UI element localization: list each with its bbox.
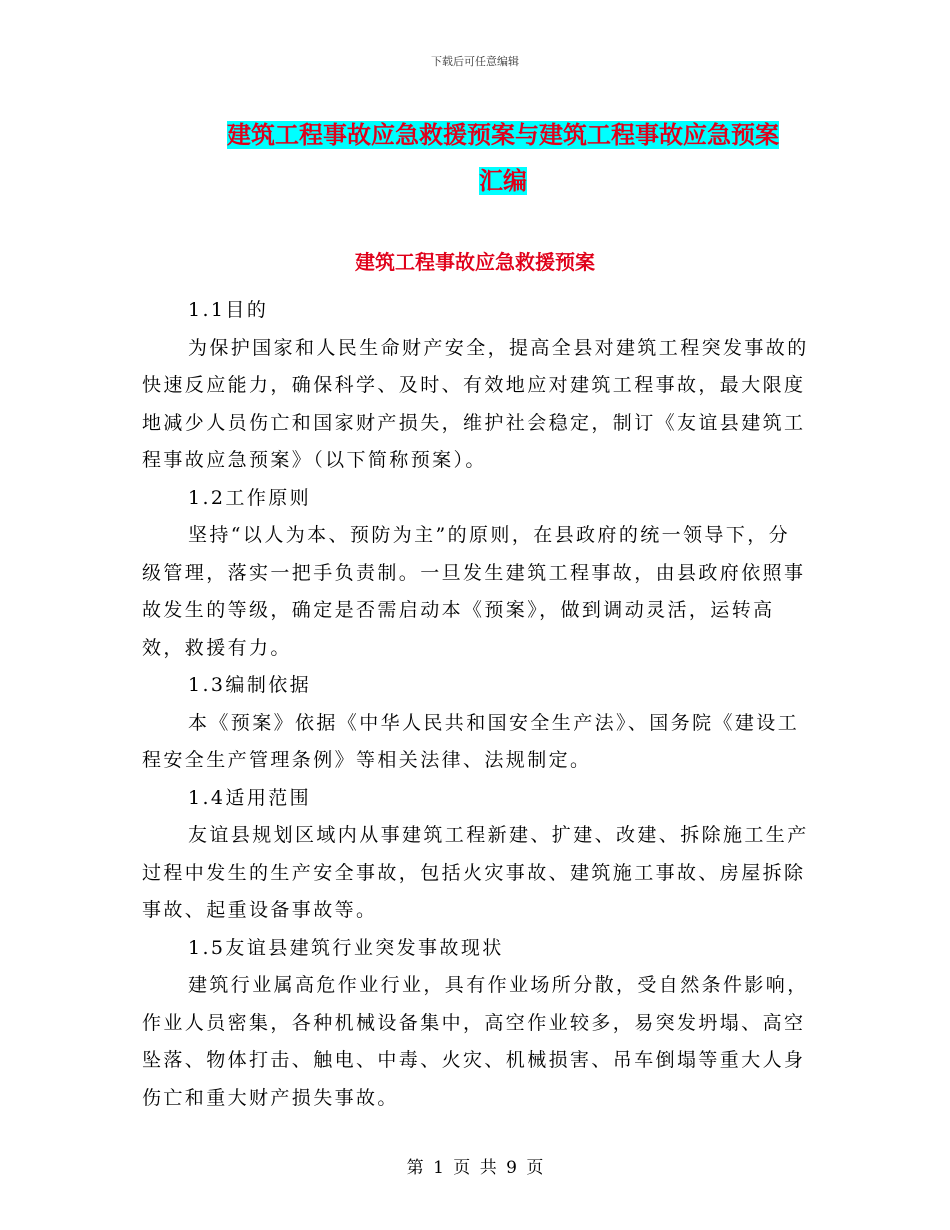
- paragraph-basis: 本《预案》依据《中华人民共和国安全生产法》、国务院《建设工程安全生产管理条例》等相关法律、法规制定。: [142, 711, 800, 771]
- document-title-line1: 建筑工程事故应急救援预案与建筑工程事故应急预案: [227, 121, 779, 149]
- page-number: 第 1 页 共 9 页: [406, 1158, 544, 1178]
- section-heading-1-2: 1.2工作原则: [188, 486, 312, 509]
- paragraph-principles: 坚持“以人为本、预防为主”的原则，在县政府的统一领导下，分级管理，落实一把手负责制。一旦发生建筑工程事故，由县政府依照事故发生的等级，确定是否需启动本《预案》，做到调动灵活，运转高效，救援有力。: [142, 524, 806, 659]
- paragraph-scope: 友谊县规划区域内从事建筑工程新建、扩建、改建、拆除施工生产过程中发生的生产安全事故，包括火灾事故、建筑施工事故、房屋拆除事故、起重设备事故等。: [142, 824, 809, 921]
- section-heading-1-1: 1.1目的: [188, 299, 269, 321]
- section-title: 建筑工程事故应急救援预案: [355, 250, 595, 274]
- document-title-line2: 汇编: [479, 167, 527, 195]
- section-heading-1-5: 1.5友谊县建筑行业突发事故现状: [188, 936, 504, 959]
- page-header: 下载后可任意编辑: [431, 55, 519, 68]
- paragraph-purpose: 为保护国家和人民生命财产安全，提高全县对建筑工程突发事故的快速反应能力，确保科学、及时、有效地应对建筑工程事故，最大限度地减少人员伤亡和国家财产损失，维护社会稳定，制订《友谊县建筑工程事故应急预案》（以下简称预案）。: [142, 336, 809, 471]
- section-heading-1-3: 1.3编制依据: [188, 674, 312, 696]
- document-title: [193, 112, 813, 204]
- document-body: [142, 292, 810, 1117]
- paragraph-status: 建筑行业属高危作业行业，具有作业场所分散，受自然条件影响，作业人员密集，各种机械设备集中，高空作业较多，易突发坍塌、高空坠落、物体打击、触电、中毒、火灾、机械损害、吊车倒塌等重大人身伤亡和重大财产损失事故。: [142, 974, 809, 1109]
- section-heading-1-4: 1.4适用范围: [188, 786, 312, 809]
